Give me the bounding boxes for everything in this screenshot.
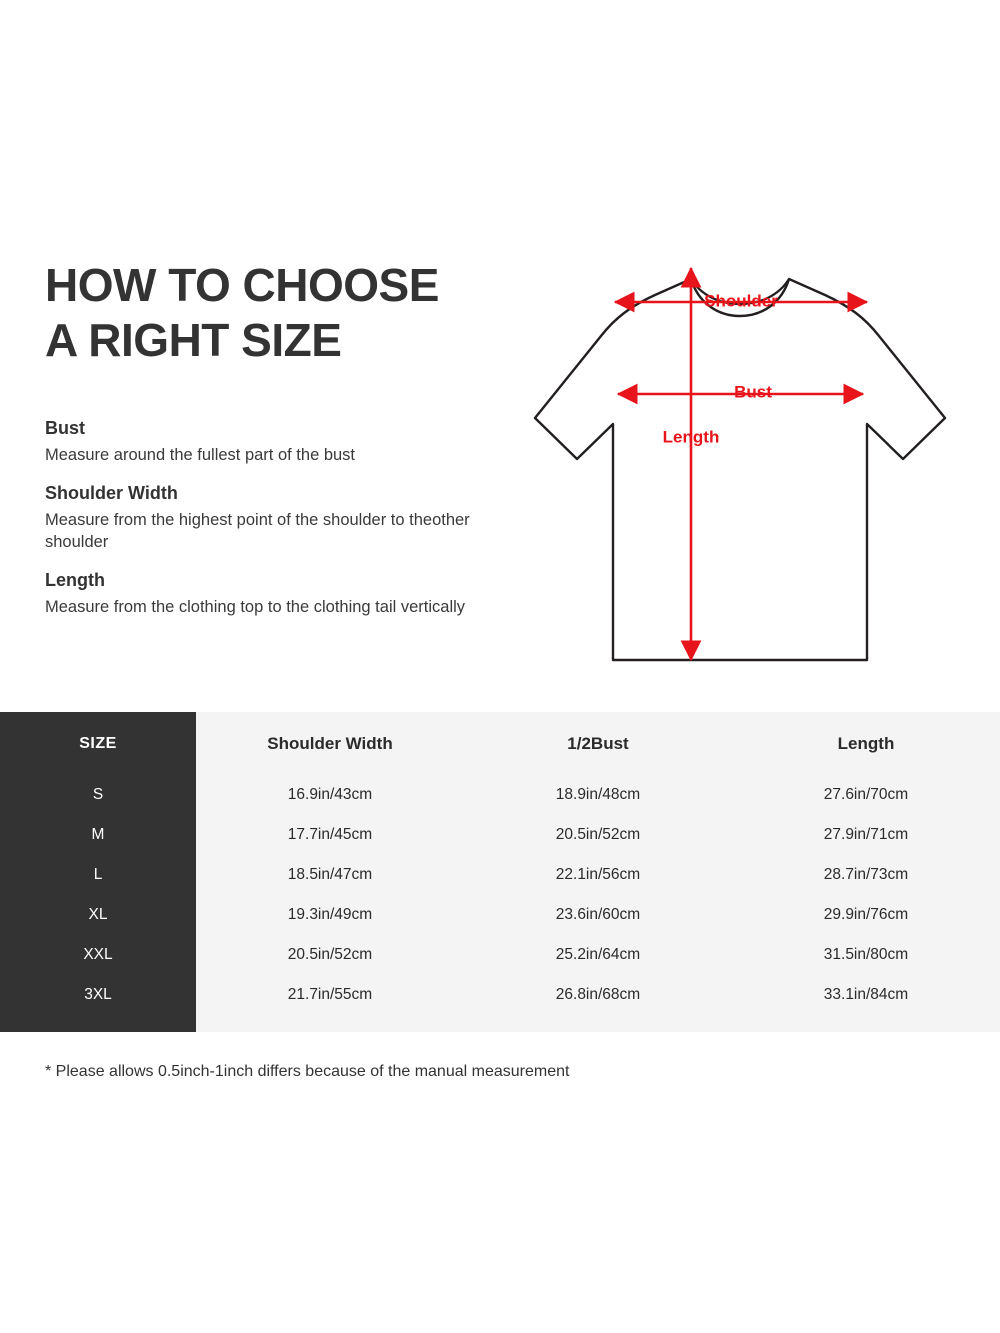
tshirt-measurement-diagram bbox=[505, 240, 975, 690]
cell-bust: 23.6in/60cm bbox=[555, 906, 641, 923]
table-header-row bbox=[196, 712, 1000, 775]
table-row bbox=[196, 775, 1000, 815]
column-header-shoulder-width: Shoulder Width bbox=[267, 733, 393, 753]
shoulder-label: Shoulder bbox=[704, 291, 778, 311]
definition-bust bbox=[45, 415, 515, 466]
definition-term: Bust bbox=[45, 418, 85, 438]
cell-bust: 20.5in/52cm bbox=[555, 826, 641, 843]
column-header-half-bust: 1/2Bust bbox=[567, 733, 629, 753]
table-row bbox=[196, 895, 1000, 935]
cell-length: 27.6in/70cm bbox=[823, 786, 909, 803]
cell-bust: 22.1in/56cm bbox=[555, 866, 641, 883]
cell-length: 31.5in/80cm bbox=[823, 946, 909, 963]
size-cell: XL bbox=[88, 906, 108, 923]
size-cell: XXL bbox=[83, 946, 113, 963]
cell-bust: 18.9in/48cm bbox=[555, 786, 641, 803]
table-row bbox=[196, 855, 1000, 895]
size-cell: S bbox=[92, 786, 104, 803]
cell-length: 29.9in/76cm bbox=[823, 906, 909, 923]
definition-shoulder-width bbox=[45, 480, 515, 553]
table-row bbox=[196, 975, 1000, 1015]
bust-label: Bust bbox=[734, 382, 772, 402]
page-title bbox=[45, 258, 515, 368]
definition-description: Measure around the fullest part of the bust bbox=[45, 446, 356, 464]
cell-shoulder: 18.5in/47cm bbox=[287, 866, 373, 883]
cell-length: 27.9in/71cm bbox=[823, 826, 909, 843]
cell-shoulder: 21.7in/55cm bbox=[287, 986, 373, 1003]
definition-description: Measure from the highest point of the shoulder to theother shoulder bbox=[45, 511, 470, 551]
size-cell: L bbox=[93, 866, 103, 883]
cell-shoulder: 17.7in/45cm bbox=[287, 826, 373, 843]
definition-term: Shoulder Width bbox=[45, 483, 178, 503]
size-cell: 3XL bbox=[84, 986, 112, 1003]
page-title-line-1: HOW TO CHOOSE bbox=[45, 259, 439, 311]
cell-length: 28.7in/73cm bbox=[823, 866, 909, 883]
cell-bust: 26.8in/68cm bbox=[555, 986, 641, 1003]
measurement-definitions bbox=[45, 415, 515, 632]
table-row bbox=[196, 815, 1000, 855]
cell-length: 33.1in/84cm bbox=[823, 986, 909, 1003]
cell-shoulder: 19.3in/49cm bbox=[287, 906, 373, 923]
cell-shoulder: 20.5in/52cm bbox=[287, 946, 373, 963]
size-chart-table bbox=[0, 712, 1000, 1032]
definition-term: Length bbox=[45, 570, 105, 590]
definition-description: Measure from the clothing top to the clothing tail vertically bbox=[45, 598, 466, 616]
measurement-disclaimer: * Please allows 0.5inch-1inch differs because of the manual measurement bbox=[45, 1063, 570, 1080]
measurements-column-group bbox=[196, 712, 1000, 1032]
cell-shoulder: 16.9in/43cm bbox=[287, 786, 373, 803]
cell-bust: 25.2in/64cm bbox=[555, 946, 641, 963]
column-header-length: Length bbox=[837, 733, 895, 753]
table-row bbox=[196, 935, 1000, 975]
column-header-size: SIZE bbox=[79, 734, 117, 752]
tshirt-outline bbox=[535, 263, 945, 660]
page-title-line-2: A RIGHT SIZE bbox=[45, 314, 342, 366]
size-column bbox=[0, 712, 196, 1032]
length-label: Length bbox=[662, 427, 720, 447]
definition-length bbox=[45, 567, 515, 618]
size-cell: M bbox=[91, 826, 105, 843]
